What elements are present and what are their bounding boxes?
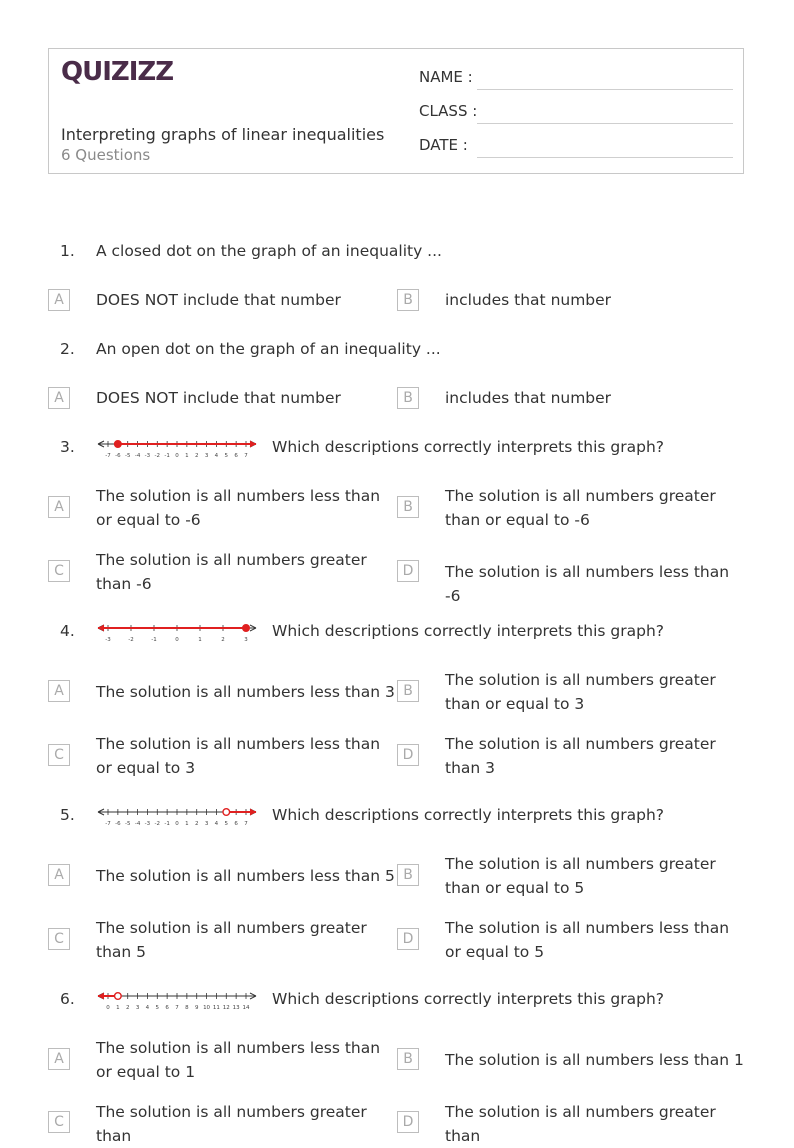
option-text: The solution is all numbers less than -6 <box>445 563 730 605</box>
tick-label: 2 <box>194 821 199 827</box>
tick-label: -4 <box>134 821 141 827</box>
tick-label: -2 <box>128 637 134 643</box>
name-line[interactable] <box>477 89 733 90</box>
option-text: The solution is all numbers less than 3 <box>96 683 395 701</box>
option-letter[interactable]: A <box>48 1048 70 1070</box>
option-text: DOES NOT include that number <box>96 291 341 309</box>
tick-label: -3 <box>144 453 151 459</box>
tick-label: 3 <box>135 1005 140 1011</box>
ray-arrow <box>98 625 104 632</box>
option-letter[interactable]: B <box>397 387 419 409</box>
tick-label: -2 <box>154 453 161 459</box>
option-text: DOES NOT include that number <box>96 389 341 407</box>
open-dot <box>115 993 122 1000</box>
option-letter[interactable]: B <box>397 864 419 886</box>
class-label: CLASS : <box>419 102 478 120</box>
tick-label: -1 <box>151 637 157 643</box>
tick-label: -1 <box>164 821 170 827</box>
tick-label: 7 <box>244 453 248 459</box>
option-letter[interactable]: C <box>48 560 70 582</box>
option-letter[interactable]: C <box>48 928 70 950</box>
tick-label: 0 <box>175 453 179 459</box>
tick-label: 1 <box>116 1005 120 1011</box>
tick-label: 2 <box>221 637 225 643</box>
tick-label: 4 <box>214 453 219 459</box>
quizizz-logo: QUIZIZZ <box>61 57 174 87</box>
question-number: 3. <box>60 438 75 456</box>
tick-label: 14 <box>242 1005 250 1011</box>
tick-label: 8 <box>185 1005 189 1011</box>
ray-arrow <box>250 809 256 816</box>
tick-label: -3 <box>144 821 151 827</box>
tick-label: -5 <box>124 821 131 827</box>
closed-dot <box>243 625 250 632</box>
tick-label: 7 <box>244 821 248 827</box>
tick-label: 12 <box>222 1005 230 1011</box>
tick-label: 2 <box>194 453 199 459</box>
tick-label: -7 <box>105 821 111 827</box>
tick-label: 4 <box>214 821 219 827</box>
option-letter[interactable]: D <box>397 928 419 950</box>
closed-dot <box>115 441 122 448</box>
date-label: DATE : <box>419 136 468 154</box>
number-line-graph <box>96 804 258 828</box>
tick-label: 5 <box>155 1005 160 1011</box>
tick-label: 6 <box>165 1005 169 1011</box>
tick-label: 11 <box>212 1005 220 1011</box>
tick-label: -3 <box>105 637 111 643</box>
tick-label: -4 <box>134 453 141 459</box>
tick-label: -5 <box>124 453 131 459</box>
worksheet-header <box>48 48 744 174</box>
tick-label: 4 <box>145 1005 150 1011</box>
option-text: includes that number <box>445 291 612 309</box>
option-letter[interactable]: B <box>397 496 419 518</box>
number-line-graph <box>96 620 258 644</box>
option-letter[interactable]: A <box>48 680 70 702</box>
option-letter[interactable]: C <box>48 1111 70 1133</box>
option-letter[interactable]: A <box>48 289 70 311</box>
tick-label: -6 <box>115 453 121 459</box>
tick-label: 1 <box>198 637 202 643</box>
option-text: The solution is all numbers greater than or equal to 5 <box>445 855 716 897</box>
option-text: The solution is all numbers greater than 3 <box>445 735 716 777</box>
tick-label: 7 <box>175 1005 179 1011</box>
option-text: The solution is all numbers greater than -6 <box>96 551 367 593</box>
question-number: 4. <box>60 622 75 640</box>
ray-arrow <box>98 993 104 1000</box>
tick-label: 0 <box>175 637 179 643</box>
option-text: The solution is all numbers less than 5 <box>96 867 395 885</box>
option-letter[interactable]: A <box>48 864 70 886</box>
question-text: Which descriptions correctly interprets this graph? <box>272 990 665 1008</box>
option-text: The solution is all numbers greater than 5 <box>96 919 367 961</box>
option-letter[interactable]: A <box>48 387 70 409</box>
option-text: The solution is all numbers less than 1 <box>445 1051 744 1069</box>
option-text: The solution is all numbers greater than or equal to 3 <box>445 671 716 713</box>
tick-label: 6 <box>234 453 238 459</box>
question-text: A closed dot on the graph of an inequality ... <box>96 242 442 260</box>
option-text: The solution is all numbers less than or equal to -6 <box>96 487 381 529</box>
tick-label: 5 <box>224 453 229 459</box>
option-letter[interactable]: B <box>397 289 419 311</box>
option-text: The solution is all numbers less than or equal to 5 <box>445 919 730 961</box>
question-text: Which descriptions correctly interprets this graph? <box>272 806 665 824</box>
option-text: The solution is all numbers greater than <box>96 1103 367 1145</box>
option-letter[interactable]: D <box>397 560 419 582</box>
worksheet-title: Interpreting graphs of linear inequalities <box>61 125 385 144</box>
tick-label: 3 <box>204 821 209 827</box>
number-line-graph <box>96 436 258 460</box>
option-letter[interactable]: B <box>397 680 419 702</box>
option-letter[interactable]: C <box>48 744 70 766</box>
tick-label: 5 <box>224 821 229 827</box>
option-letter[interactable]: D <box>397 744 419 766</box>
tick-label: -6 <box>115 821 121 827</box>
option-letter[interactable]: D <box>397 1111 419 1133</box>
number-line-graph <box>96 988 258 1012</box>
tick-label: 2 <box>125 1005 130 1011</box>
class-line[interactable] <box>477 123 733 124</box>
tick-label: -1 <box>164 453 170 459</box>
tick-label: 0 <box>106 1005 110 1011</box>
option-text: The solution is all numbers greater than or equal to -6 <box>445 487 716 529</box>
tick-label: 3 <box>204 453 209 459</box>
option-text: The solution is all numbers greater than <box>445 1103 716 1145</box>
name-label: NAME : <box>419 68 473 86</box>
question-number: 5. <box>60 806 75 824</box>
question-count: 6 Questions <box>61 146 151 164</box>
option-text: The solution is all numbers less than or equal to 3 <box>96 735 381 777</box>
tick-label: 13 <box>232 1005 240 1011</box>
option-letter[interactable]: B <box>397 1048 419 1070</box>
tick-label: -2 <box>154 821 161 827</box>
tick-label: -7 <box>105 453 111 459</box>
open-dot <box>223 809 230 816</box>
option-text: The solution is all numbers less than or equal to 1 <box>96 1039 381 1081</box>
option-letter[interactable]: A <box>48 496 70 518</box>
tick-label: 10 <box>203 1005 211 1011</box>
tick-label: 9 <box>194 1005 199 1011</box>
question-text: Which descriptions correctly interprets this graph? <box>272 438 665 456</box>
tick-label: 6 <box>234 821 238 827</box>
question-text: Which descriptions correctly interprets this graph? <box>272 622 665 640</box>
tick-label: 3 <box>244 637 248 643</box>
ray-arrow <box>250 441 256 448</box>
question-number: 6. <box>60 990 75 1008</box>
tick-label: 1 <box>185 453 189 459</box>
option-text: includes that number <box>445 389 612 407</box>
question-number: 2. <box>60 340 75 358</box>
date-line[interactable] <box>477 157 733 158</box>
question-text: An open dot on the graph of an inequality ... <box>96 340 441 358</box>
question-number: 1. <box>60 242 75 260</box>
tick-label: 0 <box>175 821 179 827</box>
tick-label: 1 <box>185 821 189 827</box>
